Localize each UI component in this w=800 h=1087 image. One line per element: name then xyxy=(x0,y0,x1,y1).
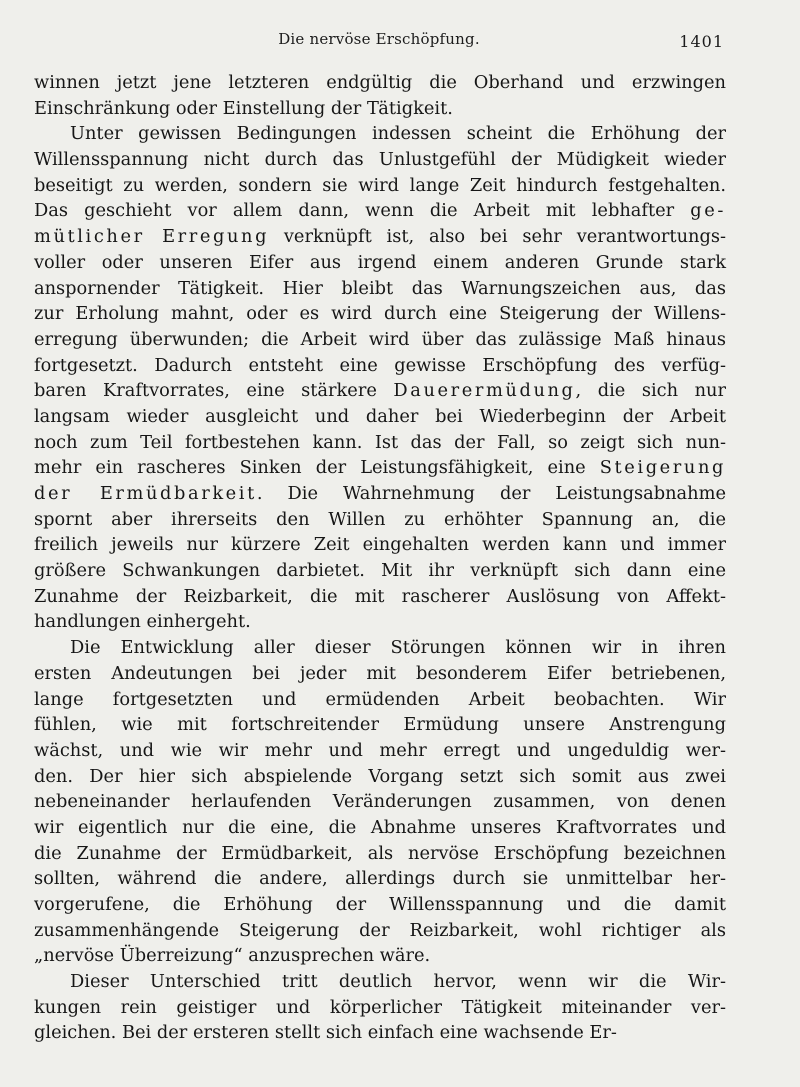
text-line xyxy=(34,918,726,944)
text-line xyxy=(34,353,726,379)
line-segment: Die Entwicklung aller dieser Störungen können wir in ihren xyxy=(70,637,726,659)
line-segment: voller oder unseren Eifer aus irgend einem anderen Grunde stark xyxy=(34,251,726,273)
line-segment: Zunahme der Reizbarkeit, die mit rascherer Auslösung von Affekt- xyxy=(34,585,726,607)
text-line xyxy=(34,866,726,892)
text-line xyxy=(34,430,726,456)
line-segment: anspornender Tätigkeit. Hier bleibt das Warnungszeichen aus, das xyxy=(34,277,726,299)
line-segment: spornt aber ihrerseits den Willen zu erhöhter Spannung an, die xyxy=(34,508,726,530)
text-line xyxy=(34,173,726,199)
text-line xyxy=(34,892,726,918)
line-segment: lange fortgesetzten und ermüdenden Arbeit beobachten. Wir xyxy=(34,688,726,710)
text-line xyxy=(34,789,726,815)
text-line xyxy=(34,378,726,404)
text-line xyxy=(34,943,726,969)
text-line xyxy=(34,635,726,661)
line-segment: mehr ein rascheres Sinken der Leistungsfähigkeit, eine xyxy=(34,457,600,479)
text-line xyxy=(34,404,726,430)
line-segment: zusammenhängende Steigerung der Reizbarkeit, wohl richtiger als xyxy=(34,919,726,941)
line-segment: vorgerufene, die Erhöhung der Willensspannung und die damit xyxy=(34,894,726,915)
line-segment: baren Kraftvorrates, eine stärkere xyxy=(34,380,394,402)
line-segment: Das geschieht vor allem dann, wenn die Arbeit mit lebhafter xyxy=(34,200,691,222)
line-segment: wir eigentlich nur die eine, die Abnahme unseres Kraftvorrates und xyxy=(34,816,726,838)
line-segment: verknüpft ist, also bei sehr verantwortungs- xyxy=(269,226,726,248)
line-segment: sollten, während die andere, allerdings durch sie unmittelbar her- xyxy=(34,868,726,890)
text-line xyxy=(34,250,726,276)
line-segment: ersten Andeutungen bei jeder mit besonderem Eifer betriebenen, xyxy=(34,662,726,684)
line-segment: erregung überwunden; die Arbeit wird über das zulässige Maß hinaus xyxy=(34,328,726,350)
line-segment: langsam wieder ausgleicht und daher bei Wiederbeginn der Arbeit xyxy=(34,405,726,427)
text-line xyxy=(34,969,726,995)
line-segment: die Zunahme der Ermüdbarkeit, als nervöse Erschöpfung bezeichnen xyxy=(34,842,726,864)
line-segment: . Die Wahrnehmung der Leistungsabnahme xyxy=(256,483,726,504)
text-line xyxy=(34,147,726,173)
text-line xyxy=(34,121,726,147)
line-segment: Unter gewissen Bedingungen indessen scheint die Erhöhung der xyxy=(70,123,726,145)
line-segment: Einschränkung oder Einstellung der Tätigkeit. xyxy=(34,97,453,119)
text-line xyxy=(34,609,726,635)
text-line xyxy=(34,507,726,533)
line-segment: freilich jeweils nur kürzere Zeit eingehalten werden kann und immer xyxy=(34,534,726,556)
line-segment: handlungen einhergeht. xyxy=(34,611,251,633)
text-line xyxy=(34,532,726,558)
text-line xyxy=(34,198,726,224)
line-segment: zur Erholung mahnt, oder es wird durch eine Steigerung der Willens- xyxy=(34,303,726,325)
line-segment: größere Schwankungen darbietet. Mit ihr verknüpft sich dann eine xyxy=(34,560,726,582)
line-segment: beseitigt zu werden, sondern sie wird lange Zeit hindurch festgehalten. xyxy=(34,174,726,196)
text-line xyxy=(34,815,726,841)
text-line xyxy=(34,70,726,96)
line-segment: wächst, und wie wir mehr und mehr erregt und ungeduldig wer- xyxy=(34,739,726,761)
line-segment: fortgesetzt. Dadurch entsteht eine gewisse Erschöpfung des verfüg- xyxy=(34,354,726,376)
line-segment: , die sich nur xyxy=(575,380,727,402)
spaced-emphasis: mütlicher Erregung xyxy=(34,226,270,248)
page-number: 1401 xyxy=(679,32,724,51)
text-line xyxy=(34,481,726,507)
line-segment: fühlen, wie mit fortschreitender Ermüdung unsere Anstrengung xyxy=(34,714,726,736)
line-segment: nebeneinander herlaufenden Veränderungen zusammen, von denen xyxy=(34,791,726,813)
line-segment: gleichen. Bei der ersteren stellt sich einfach eine wachsende Er- xyxy=(34,1022,617,1044)
text-line xyxy=(34,276,726,302)
line-segment: den. Der hier sich abspielende Vorgang setzt sich somit aus zwei xyxy=(34,765,726,787)
line-segment: noch zum Teil fortbestehen kann. Ist das der Fall, so zeigt sich nun- xyxy=(34,431,726,453)
text-line xyxy=(34,224,726,250)
line-segment: Dieser Unterschied tritt deutlich hervor, wenn wir die Wir- xyxy=(70,971,726,993)
line-segment: winnen jetzt jene letzteren endgültig die Oberhand und erzwingen xyxy=(34,72,726,93)
text-line xyxy=(34,841,726,867)
spaced-emphasis: der Ermüdbarkeit xyxy=(34,483,257,504)
running-title: Die nervöse Erschöpfung. xyxy=(278,30,480,48)
spaced-emphasis: Dauerermüdung xyxy=(393,380,576,402)
text-line xyxy=(34,764,726,790)
spaced-emphasis: Steigerung xyxy=(599,457,726,479)
body-text xyxy=(34,70,726,1046)
text-line xyxy=(34,558,726,584)
line-segment: Willensspannung nicht durch das Unlustgefühl der Müdigkeit wieder xyxy=(34,149,726,171)
text-line xyxy=(34,738,726,764)
text-line xyxy=(34,584,726,610)
text-line xyxy=(34,687,726,713)
text-line xyxy=(34,327,726,353)
line-segment: „nervöse Überreizung“ anzusprechen wäre. xyxy=(34,945,431,967)
text-line xyxy=(34,1020,726,1046)
text-line xyxy=(34,96,726,122)
spaced-emphasis: ge- xyxy=(690,200,726,222)
text-line xyxy=(34,661,726,687)
text-line xyxy=(34,301,726,327)
text-line xyxy=(34,995,726,1021)
text-line xyxy=(34,455,726,481)
text-line xyxy=(34,712,726,738)
running-header xyxy=(34,30,724,54)
line-segment: kungen rein geistiger und körperlicher Tätigkeit miteinander ver- xyxy=(34,996,726,1018)
